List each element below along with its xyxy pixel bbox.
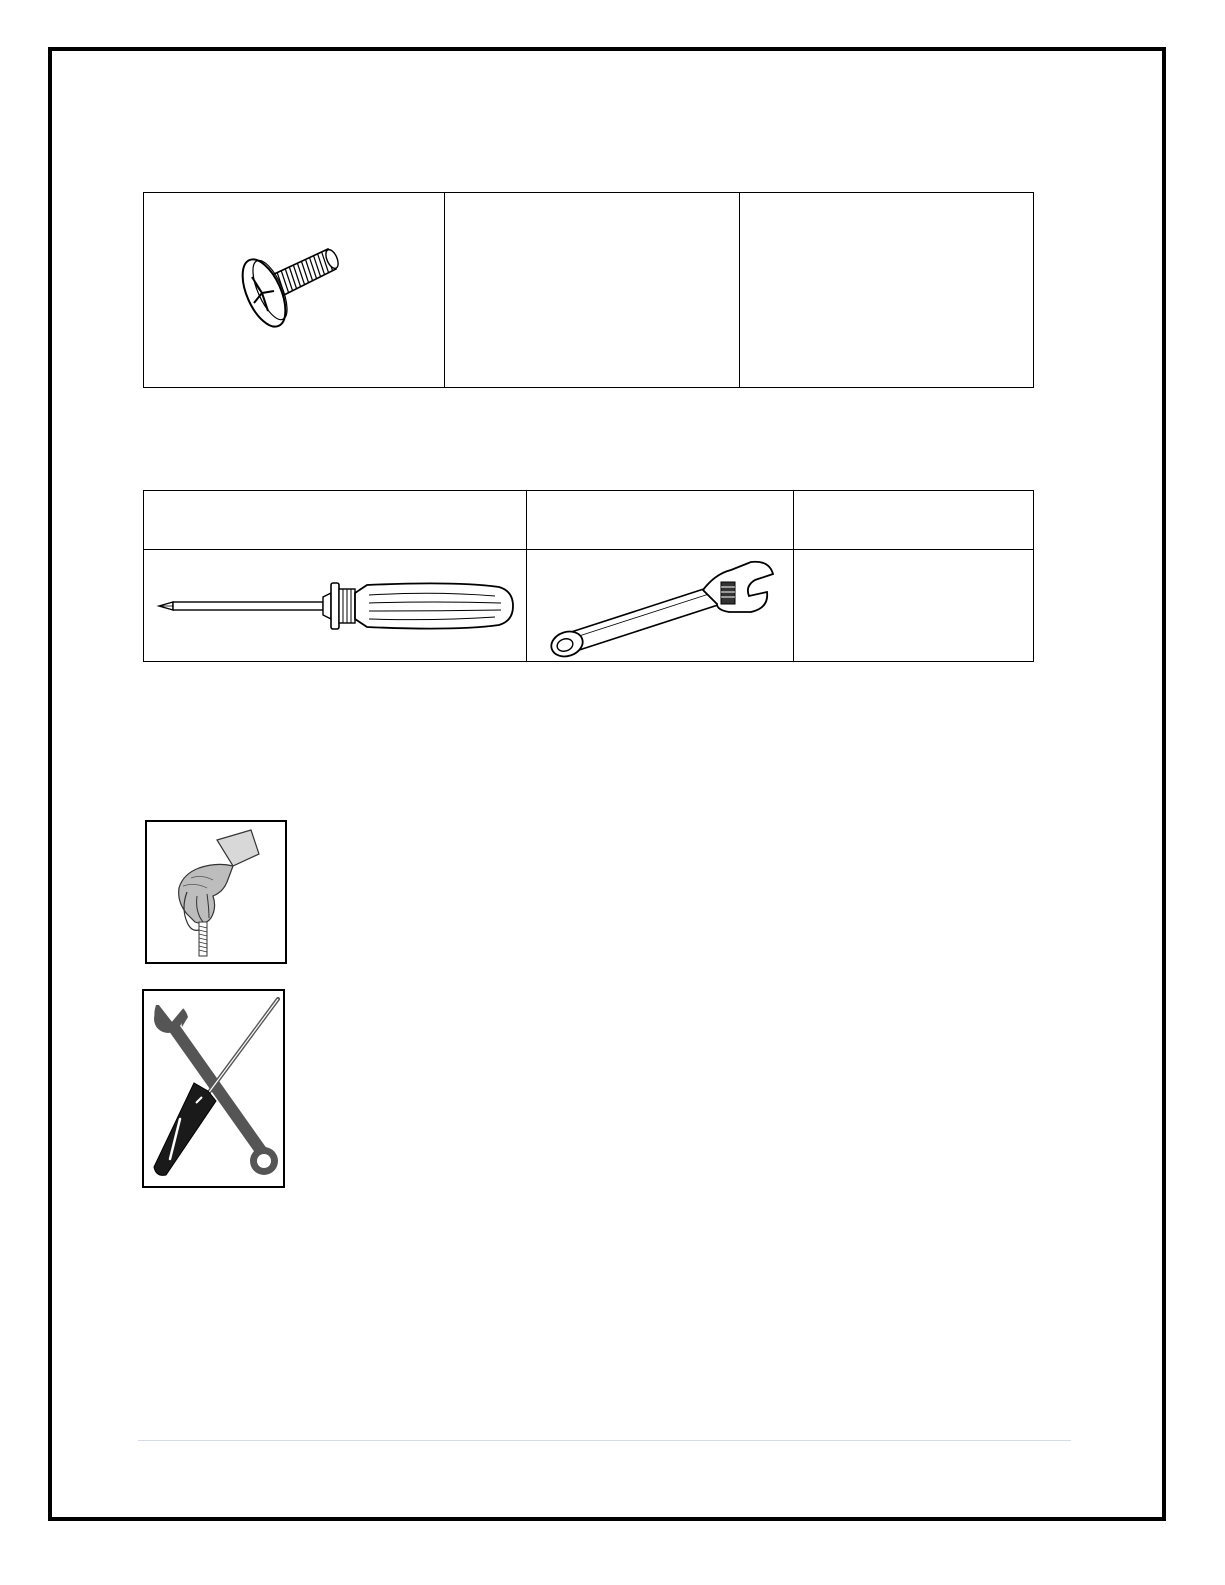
footer-divider (138, 1440, 1071, 1441)
tools-header-cell (794, 491, 1034, 550)
hardware-table (143, 192, 1034, 388)
hardware-image-cell (144, 193, 445, 388)
hardware-description-cell (445, 193, 740, 388)
carriage-bolt-icon (224, 235, 364, 345)
adjustable-wrench-icon (545, 552, 775, 660)
tool-empty-cell (794, 550, 1034, 662)
crossed-wrench-screwdriver-icon (142, 989, 285, 1188)
hardware-quantity-cell (740, 193, 1034, 388)
table-header-row (144, 491, 1034, 550)
tool-image-cell (527, 550, 794, 662)
tools-table (143, 490, 1034, 662)
tools-header-cell (144, 491, 527, 550)
table-row (144, 550, 1034, 662)
phillips-screwdriver-icon (155, 571, 515, 641)
tools-header-cell (527, 491, 794, 550)
table-row (144, 193, 1034, 388)
tool-image-cell (144, 550, 527, 662)
hand-holding-bolt-icon (145, 820, 287, 964)
